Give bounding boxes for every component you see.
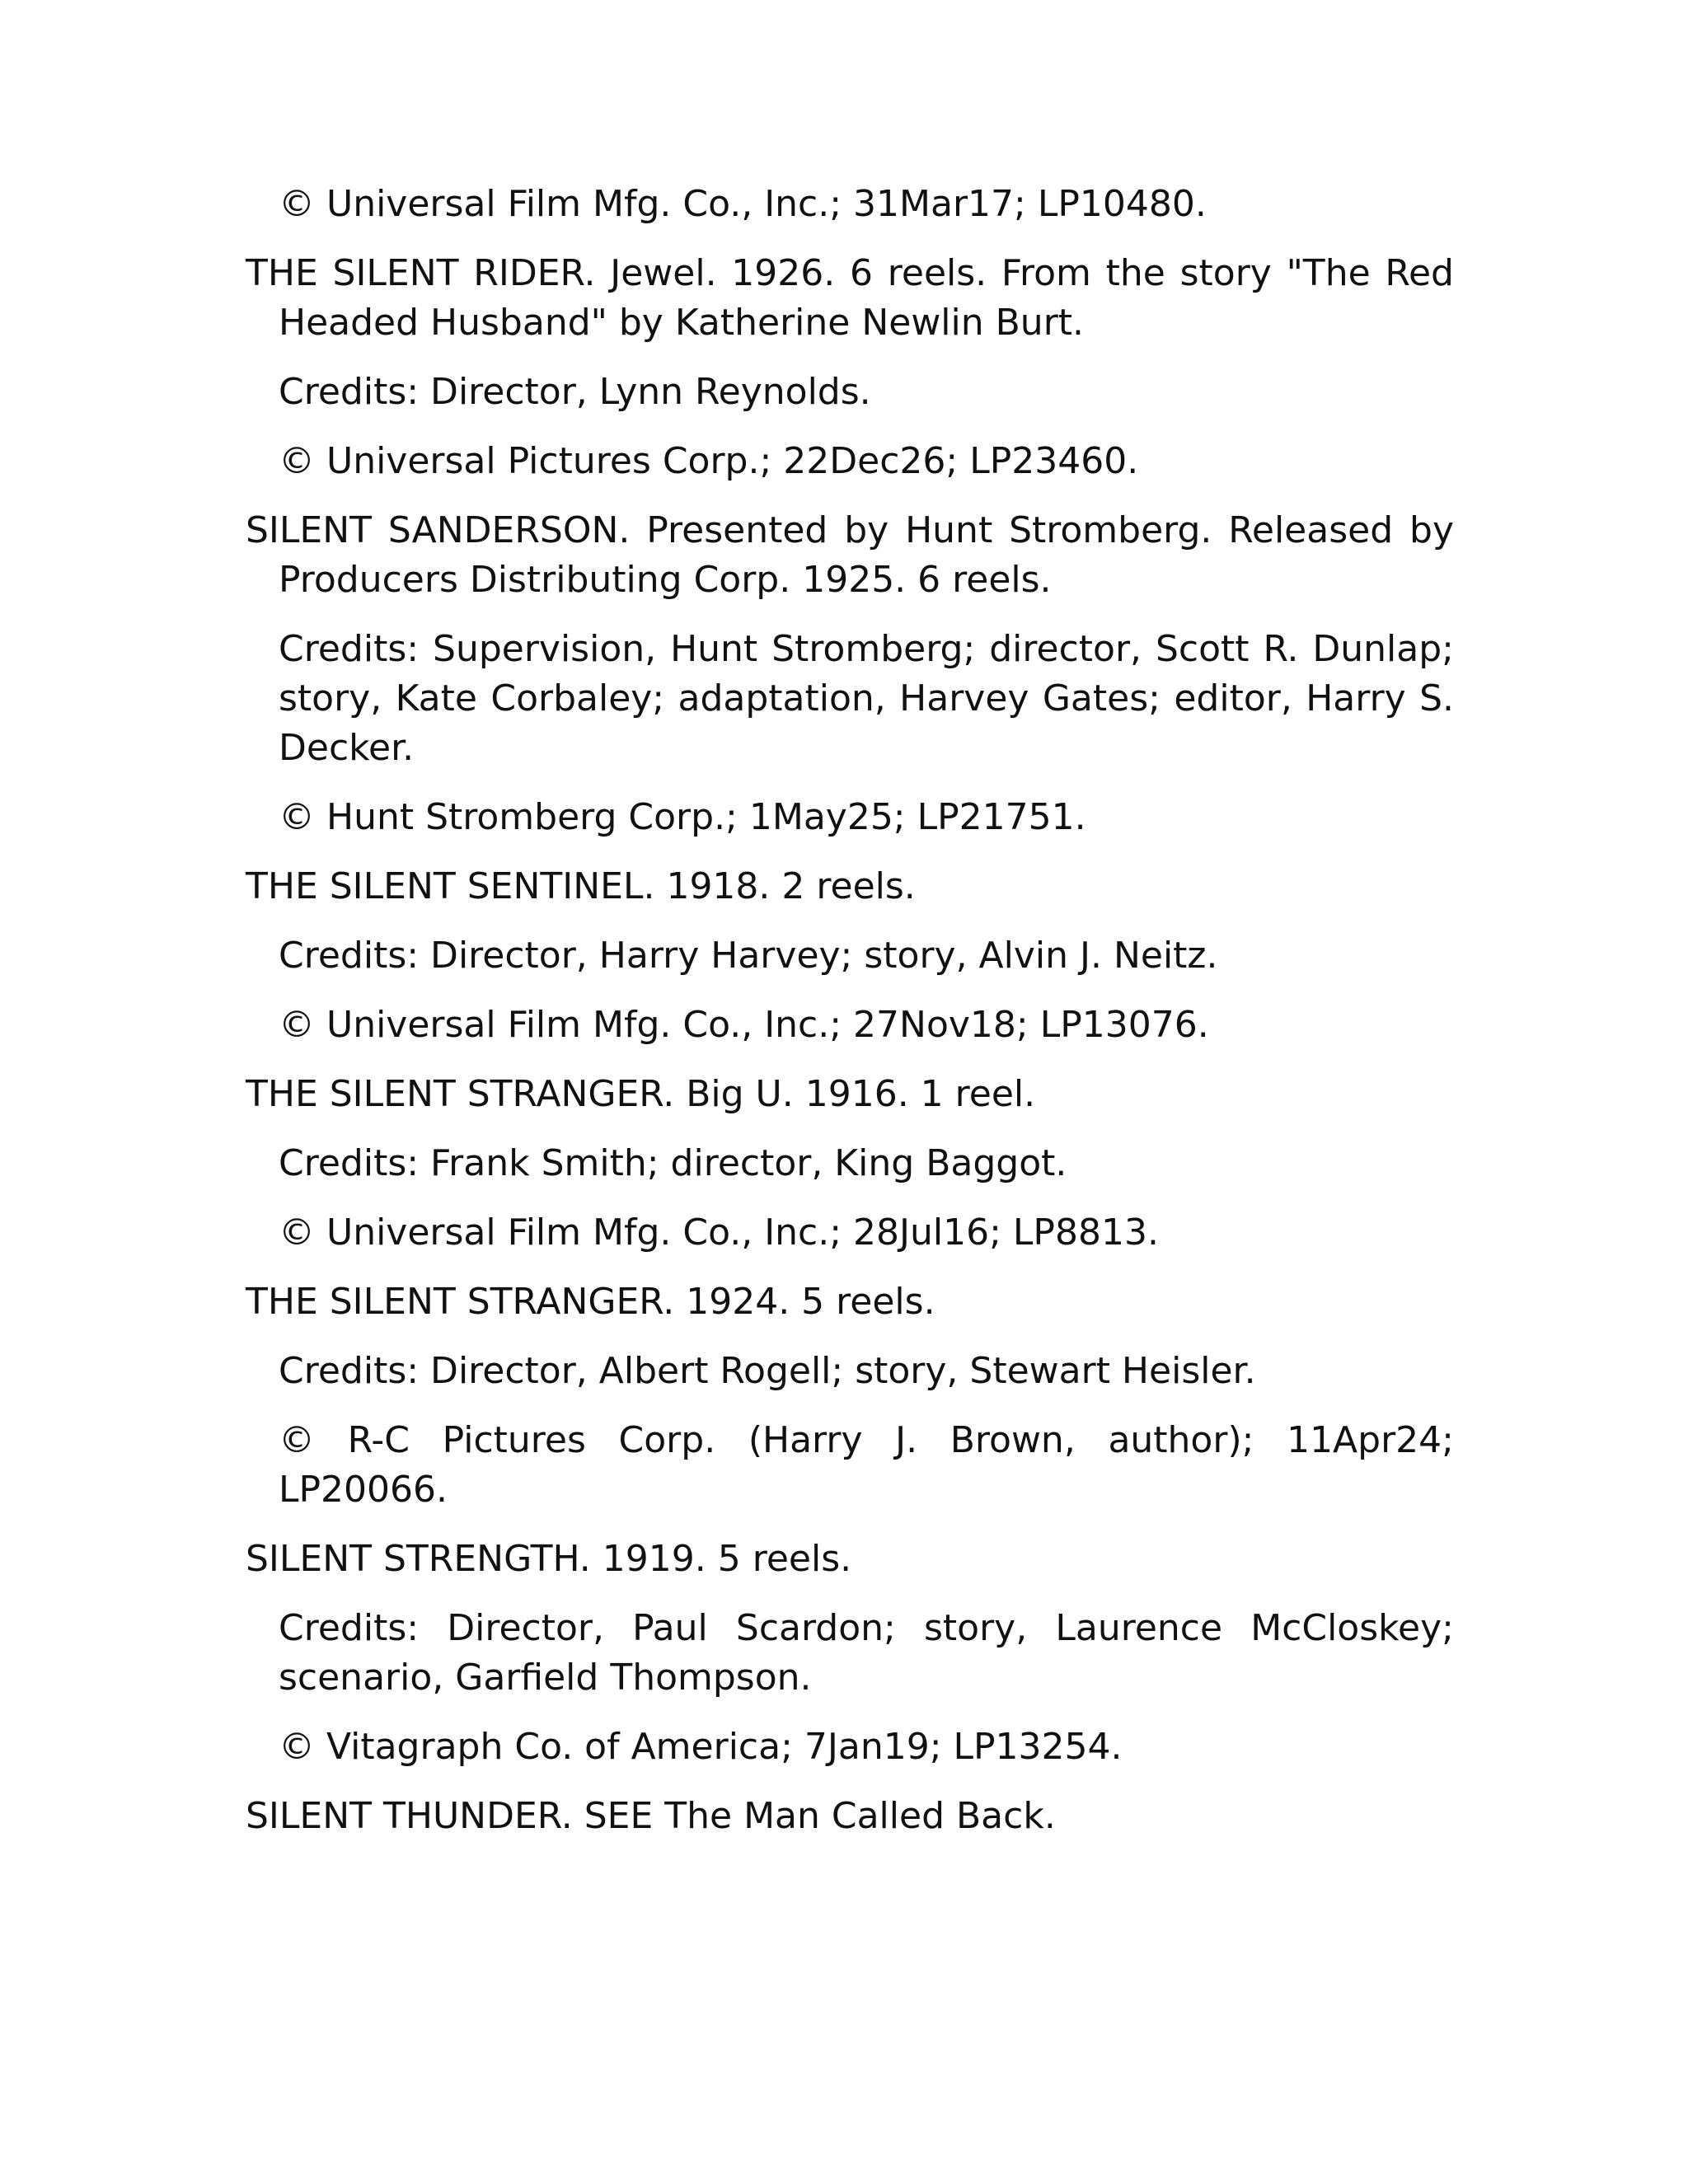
credits-line: Credits: Supervision, Hunt Stromberg; director, Scott R. Dunlap; story, Kate Corbaley; adaptation, Harvey Gates; editor, Harry S. Decker. — [279, 628, 1454, 769]
copyright-line: © Vitagraph Co. of America; 7Jan19; LP13254. — [279, 1726, 1123, 1768]
copyright-line: © Universal Film Mfg. Co., Inc.; 27Nov18; LP13076. — [279, 1004, 1209, 1046]
credits-line: Credits: Frank Smith; director, King Baggot. — [279, 1142, 1067, 1184]
film-entry-title: SILENT THUNDER. SEE The Man Called Back. — [246, 1795, 1056, 1837]
copyright-line: © Universal Film Mfg. Co., Inc.; 28Jul16; LP8813. — [279, 1212, 1159, 1254]
credits-line: Credits: Director, Albert Rogell; story, Stewart Heisler. — [279, 1350, 1256, 1392]
copyright-line: © Universal Pictures Corp.; 22Dec26; LP23460. — [279, 440, 1139, 482]
copyright-line: © Hunt Stromberg Corp.; 1May25; LP21751. — [279, 796, 1086, 838]
film-entry-title: SILENT STRENGTH. 1919. 5 reels. — [246, 1538, 852, 1580]
film-entry-title: THE SILENT RIDER. Jewel. 1926. 6 reels. From the story "The Red Headed Husband" by Katherine Newlin Burt. — [246, 252, 1454, 344]
copyright-line: © Universal Film Mfg. Co., Inc.; 31Mar17; LP10480. — [279, 183, 1207, 225]
film-entry-title: THE SILENT STRANGER. 1924. 5 reels. — [246, 1281, 935, 1323]
film-entry-title: THE SILENT STRANGER. Big U. 1916. 1 reel. — [246, 1073, 1036, 1115]
catalog-page — [246, 180, 1454, 1861]
credits-line: Credits: Director, Lynn Reynolds. — [279, 371, 871, 413]
credits-line: Credits: Director, Harry Harvey; story, Alvin J. Neitz. — [279, 935, 1218, 977]
credits-line: Credits: Director, Paul Scardon; story, Laurence McCloskey; scenario, Garfield Thompson. — [279, 1607, 1454, 1699]
film-entry-title: THE SILENT SENTINEL. 1918. 2 reels. — [246, 865, 916, 907]
film-entry-title: SILENT SANDERSON. Presented by Hunt Stromberg. Released by Producers Distributing Corp. 1925. 6 reels. — [246, 509, 1454, 601]
copyright-line: © R-C Pictures Corp. (Harry J. Brown, author); 11Apr24; LP20066. — [279, 1419, 1454, 1511]
